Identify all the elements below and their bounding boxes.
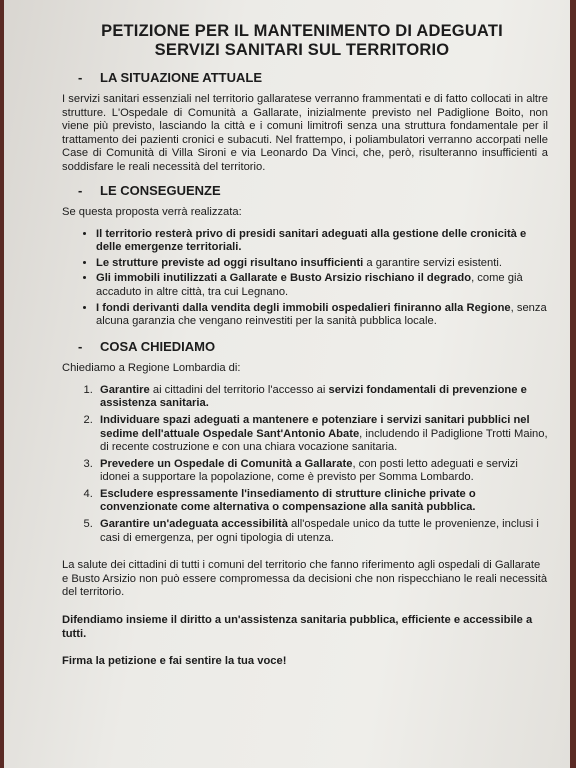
plain-text: , come già accaduto in altre città, tra cui Legnano. [96,272,523,298]
section-heading-chiediamo [78,339,548,354]
section-heading-situazione [78,70,548,85]
list-item [96,488,548,515]
heading-text: LE CONSEGUENZE [100,182,221,198]
list-item [96,228,548,255]
bold-text: Gli immobili inutilizzati a Gallarate e Busto Arsizio rischiano il degrado [96,272,472,285]
list-item [96,257,548,271]
plain-text: all'ospedale unico da tutte le provenienze, inclusi i casi di emergenza, per ogni tipologia di utenza. [100,518,539,544]
title-line-2: SERVIZI SANITARI SUL TERRITORIO [154,41,450,59]
call-to-action-2: Firma la petizione e fai sentire la tua voce! [62,655,287,668]
title-line-1: PETIZIONE PER IL MANTENIMENTO DI ADEGUATI [101,22,503,40]
list-item [96,384,548,411]
plain-text: , senza alcuna garanzia che vengano reinvestiti per la sanità pubblica locale. [96,301,547,328]
plain-text: , con posti letto adeguati e servizi idonei a supportare la popolazione, come è previsto per Somma Lombardo. [100,457,518,484]
bold-text: Garantire un'adeguata accessibilità [100,518,288,531]
heading-text: COSA CHIEDIAMO [100,338,216,354]
plain-text: a garantire servizi esistenti. [363,256,502,269]
bold-text: Le strutture previste ad oggi risultano insufficienti [96,256,364,269]
bold-text: Prevedere un Ospedale di Comunità a Gallarate [100,457,353,470]
heading-text: LA SITUAZIONE ATTUALE [100,70,263,85]
chiediamo-list [56,384,548,546]
page-title [56,22,548,60]
petition-sheet [4,0,570,768]
situazione-paragraph: I servizi sanitari essenziali nel territorio gallaratese verranno frammentati e di fatto collocati in altre strutture. L'Ospedale di Comunità a Gallarate, inizialmente previsto nel Padiglione Boito, non viene più previsto, lasciando la città e i comuni limitrofi senza una struttura fondamentale per il trattamento dei pazienti cronici e subacuti. Nel frattempo, i poliambulatori verranno accorpati nelle Case di Comunità di Villa Sironi e via Leonardo Da Vinci, che, però, risulteranno insufficienti a soddisfare le reali necessità del territorio. [62,93,548,173]
list-item [96,414,548,455]
bold-text: servizi fondamentali di prevenzione e assistenza sanitaria. [100,383,527,410]
list-item [96,518,548,545]
list-item [96,272,548,299]
heading-dash: - [78,338,83,354]
list-item [96,302,548,329]
heading-dash: - [78,70,83,85]
bold-text: Individuare spazi adeguati a mantenere e potenziare i servizi sanitari pubblici nel sedime dell'attuale Ospedale Sant'Antonio Abate [100,413,530,440]
call-to-action-1: Difendiamo insieme il diritto a un'assistenza sanitaria pubblica, efficiente e accessibile a tutti. [62,614,533,640]
bold-text: Escludere espressamente l'insediamento di strutture cliniche private o convenzionate come alternativa o compensazione alla sanità pubblica. [100,487,476,514]
list-item [96,458,548,485]
bold-text: I fondi derivanti dalla vendita degli immobili ospedalieri finiranno alla Regione [96,301,511,314]
conseguenze-list [56,228,548,329]
section-heading-conseguenze [78,183,548,198]
bold-text: Il territorio resterà privo di presidi sanitari adeguati alla gestione delle cronicità e delle emergenze territoriali. [96,227,527,254]
chiediamo-intro: Chiediamo a Regione Lombardia di: [62,361,241,374]
conseguenze-intro: Se questa proposta verrà realizzata: [62,205,242,218]
bold-text: Garantire [100,383,150,396]
plain-text: , includendo il Padiglione Trotti Maino, di recente costruzione e con una chiara vocazione sanitaria. [100,427,548,454]
closing-paragraph: La salute dei cittadini di tutti i comuni del territorio che fanno riferimento agli ospedali di Gallarate e Busto Arsizio non può essere compromessa da decisioni che non rispecchiano le reali necessità del territorio. [62,559,548,599]
heading-dash: - [78,182,83,198]
plain-text: ai cittadini del territorio l'accesso ai [149,383,329,396]
